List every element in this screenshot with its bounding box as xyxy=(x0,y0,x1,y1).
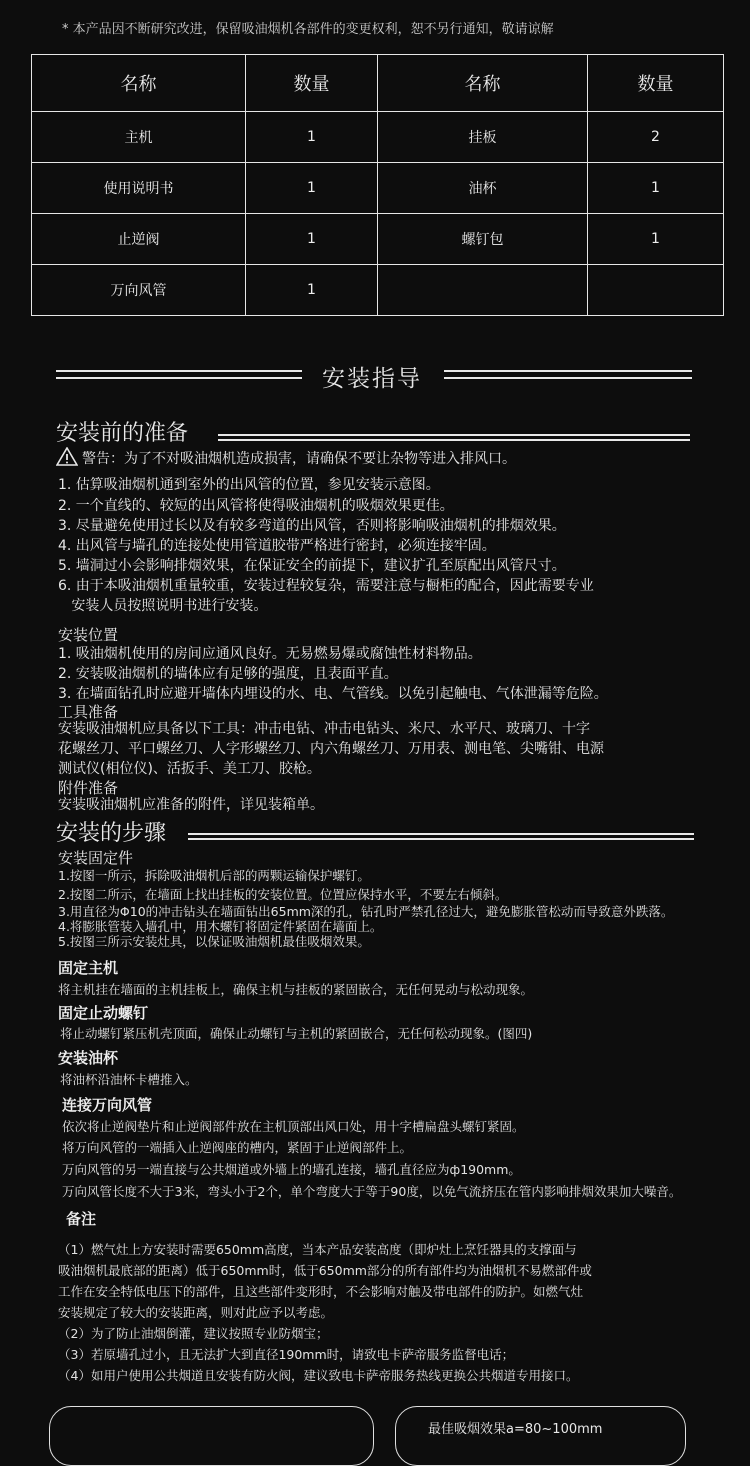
notes-title: 备注 xyxy=(66,1210,97,1228)
item-name: 止逆阀 xyxy=(32,214,246,265)
duct-item: 将万向风管的一端插入止逆阀座的槽内，紧固于止逆阀部件上。 xyxy=(62,1140,413,1155)
prep-item: 5. 墙洞过小会影响排烟效果，在保证安全的前提下，建议扩孔至原配出风管尺寸。 xyxy=(58,558,566,574)
item-qty: 1 xyxy=(246,112,378,163)
item-qty xyxy=(588,265,724,316)
fix-parts-item: 4.将膨胀管装入墙孔中，用木螺钉将固定件紧固在墙面上。 xyxy=(58,919,383,934)
title-rule-right xyxy=(444,370,692,379)
item-qty: 1 xyxy=(246,265,378,316)
prep-item: 2. 一个直线的、较短的出风管将使得吸油烟机的吸烟效果更佳。 xyxy=(58,498,454,514)
prep-title-rule xyxy=(218,434,690,441)
duct-title: 连接万向风管 xyxy=(62,1096,153,1114)
tools-line: 花螺丝刀、平口螺丝刀、人字形螺丝刀、内六角螺丝刀、万用表、测电笔、尖嘴钳、电源 xyxy=(58,741,604,757)
prep-title: 安装前的准备 xyxy=(56,421,189,446)
notes-line: （4）如用户使用公共烟道且安装有防火阀，建议致电卡萨帝服务热线更换公共烟道专用接口。 xyxy=(58,1368,579,1383)
item-qty: 2 xyxy=(588,112,724,163)
item-qty: 1 xyxy=(588,214,724,265)
table-header-row xyxy=(32,55,724,112)
fix-parts-title: 安装固定件 xyxy=(58,849,134,867)
tools-line: 安装吸油烟机应具备以下工具：冲击电钻、冲击电钻头、米尺、水平尺、玻璃刀、十字 xyxy=(58,721,590,737)
notes-line: 安装规定了较大的安装距离，则对此应予以考虑。 xyxy=(58,1305,334,1320)
prep-item: 1. 估算吸油烟机通到室外的出风管的位置，参见安装示意图。 xyxy=(58,477,440,493)
tools-line: 测试仪(相位仪)、活扳手、美工刀、胶枪。 xyxy=(58,761,321,777)
table-row xyxy=(32,265,724,316)
header-name: 名称 xyxy=(32,55,246,112)
prep-item: 安装人员按照说明书进行安装。 xyxy=(58,598,268,614)
notes-line: 吸油烟机最底部的距离）低于650mm时，低于650mm部分的所有部件均为油烟机不易燃部件或 xyxy=(58,1263,592,1278)
bottom-panel-right xyxy=(395,1406,686,1466)
fix-screw-title: 固定止动螺钉 xyxy=(58,1004,149,1022)
location-title: 安装位置 xyxy=(58,626,119,644)
guide-title: 安装指导 xyxy=(322,366,422,392)
prep-item: 6. 由于本吸油烟机重量较重，安装过程较复杂，需要注意与橱柜的配合，因此需要专业 xyxy=(58,578,594,594)
table-row xyxy=(32,214,724,265)
fix-parts-item: 2.按图二所示，在墙面上找出挂板的安装位置。位置应保持水平，不要左右倾斜。 xyxy=(58,887,508,902)
item-qty: 1 xyxy=(246,214,378,265)
duct-item: 万向风管长度不大于3米，弯头小于2个，单个弯度大于等于90度，以免气流挤压在管内影响排烟效果加大噪音。 xyxy=(62,1184,682,1199)
oil-cup-title: 安装油杯 xyxy=(58,1049,119,1067)
accessories-title: 附件准备 xyxy=(58,779,119,797)
best-effect-label: 最佳吸烟效果a=80~100mm xyxy=(428,1422,603,1437)
bottom-panel-left xyxy=(49,1406,374,1466)
notes-line: 工作在安全特低电压下的部件，且这些部件变形时，不会影响对触及带电部件的防护。如燃气灶 xyxy=(58,1284,584,1299)
location-item: 2. 安装吸油烟机的墙体应有足够的强度，且表面平直。 xyxy=(58,666,398,682)
location-item: 1. 吸油烟机使用的房间应通风良好。无易燃易爆或腐蚀性材料物品。 xyxy=(58,646,482,662)
item-name: 主机 xyxy=(32,112,246,163)
header-name: 名称 xyxy=(378,55,588,112)
item-qty: 1 xyxy=(588,163,724,214)
fix-parts-item: 5.按图三所示安装灶具，以保证吸油烟机最佳吸烟效果。 xyxy=(58,934,370,949)
notes-line: （2）为了防止油烟倒灌，建议按照专业防烟宝； xyxy=(58,1326,329,1341)
item-qty: 1 xyxy=(246,163,378,214)
fix-main-text: 将主机挂在墙面的主机挂板上，确保主机与挂板的紧固嵌合，无任何晃动与松动现象。 xyxy=(58,982,534,997)
steps-title: 安装的步骤 xyxy=(56,821,167,846)
location-item: 3. 在墙面钻孔时应避开墙体内埋设的水、电、气管线。以免引起触电、气体泄漏等危险。 xyxy=(58,686,608,702)
packing-list-table xyxy=(31,54,724,316)
tools-title: 工具准备 xyxy=(58,703,119,721)
item-name: 万向风管 xyxy=(32,265,246,316)
duct-item: 万向风管的另一端直接与公共烟道或外墙上的墙孔连接，墙孔直径应为ф190mm。 xyxy=(62,1162,521,1177)
fix-parts-item: 1.按图一所示，拆除吸油烟机后部的两颗运输保护螺钉。 xyxy=(58,868,370,883)
fix-screw-text: 将止动螺钉紧压机壳顶面，确保止动螺钉与主机的紧固嵌合，无任何松动现象。(图四) xyxy=(60,1026,533,1041)
oil-cup-text: 将油杯沿油杯卡槽推入。 xyxy=(60,1072,198,1087)
notes-line: （3）若原墙孔过小，且无法扩大到直径190mm时，请致电卡萨帝服务监督电话； xyxy=(58,1347,515,1362)
notes-line: （1）燃气灶上方安装时需要650mm高度，当本产品安装高度（即炉灶上烹饪器具的支撑面与 xyxy=(58,1242,577,1257)
item-name: 螺钉包 xyxy=(378,214,588,265)
fix-main-title: 固定主机 xyxy=(58,959,119,977)
warning-icon xyxy=(56,447,78,466)
fix-parts-item: 3.用直径为Φ10的冲击钻头在墙面钻出65mm深的孔，钻孔时严禁孔径过大，避免膨胀管松动而导致意外跌落。 xyxy=(58,904,674,919)
prep-item: 4. 出风管与墙孔的连接处使用管道胶带严格进行密封，必须连接牢固。 xyxy=(58,538,496,554)
header-qty: 数量 xyxy=(588,55,724,112)
disclaimer-notice: * 本产品因不断研究改进，保留吸油烟机各部件的变更权利，恕不另行通知，敬请谅解 xyxy=(62,22,554,37)
steps-title-rule xyxy=(188,833,694,840)
header-qty: 数量 xyxy=(246,55,378,112)
table-row xyxy=(32,112,724,163)
prep-item: 3. 尽量避免使用过长以及有较多弯道的出风管，否则将影响吸油烟机的排烟效果。 xyxy=(58,518,566,534)
item-name xyxy=(378,265,588,316)
item-name: 油杯 xyxy=(378,163,588,214)
duct-item: 依次将止逆阀垫片和止逆阀部件放在主机顶部出风口处，用十字槽扁盘头螺钉紧固。 xyxy=(62,1119,525,1134)
table-row xyxy=(32,163,724,214)
accessories-text: 安装吸油烟机应准备的附件，详见装箱单。 xyxy=(58,797,324,813)
item-name: 使用说明书 xyxy=(32,163,246,214)
title-rule-left xyxy=(56,370,302,379)
warning-text: 警告：为了不对吸油烟机造成损害，请确保不要让杂物等进入排风口。 xyxy=(82,451,516,467)
item-name: 挂板 xyxy=(378,112,588,163)
